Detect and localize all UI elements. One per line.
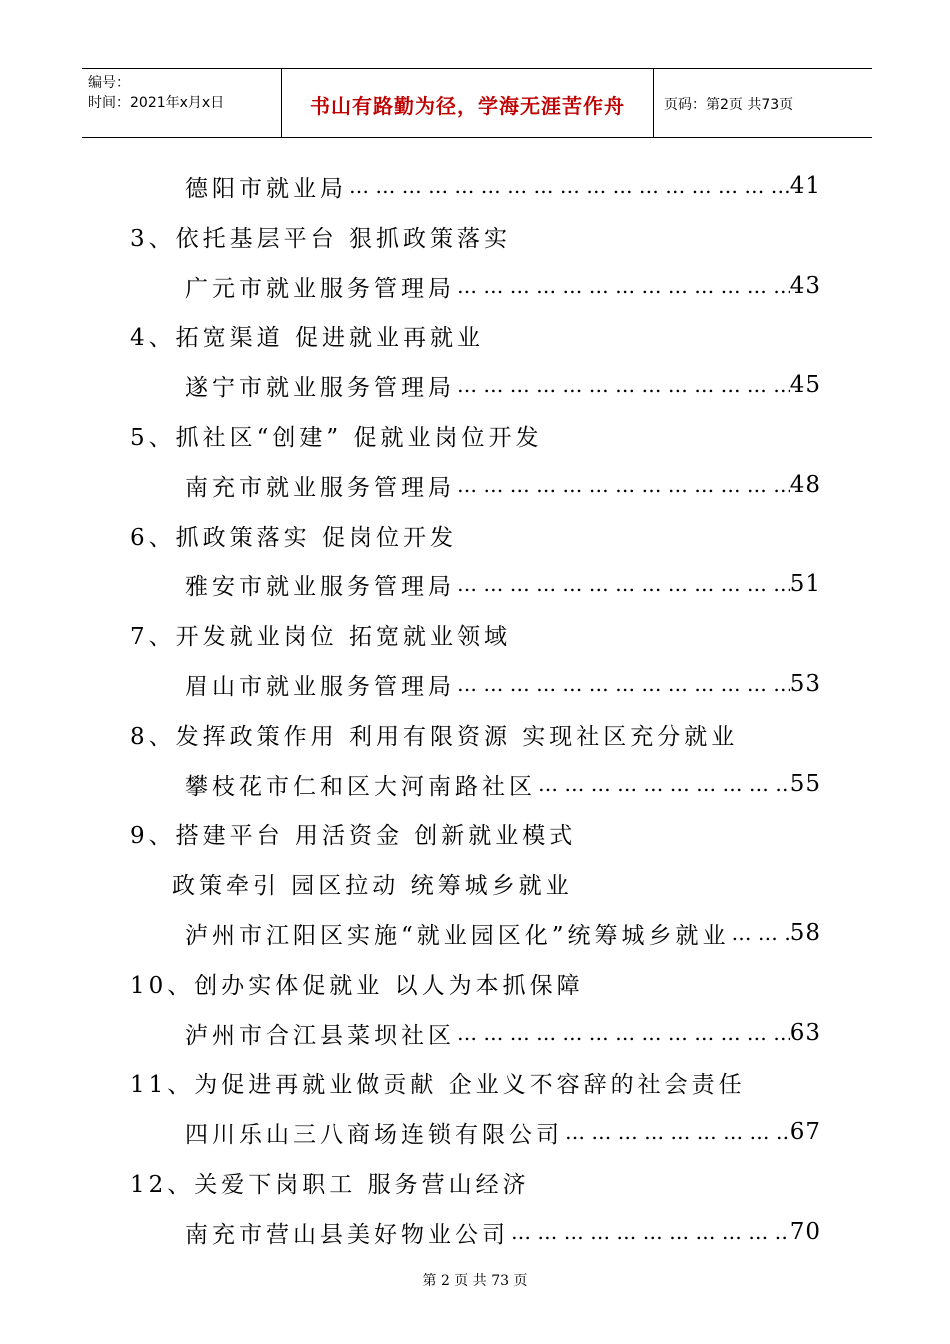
toc-page-number: 51 xyxy=(789,571,821,597)
toc-page-number: 53 xyxy=(789,671,821,697)
header-motto: 书山有路勤为径，学海无涯苦作舟 xyxy=(310,93,625,118)
toc-leader-dots xyxy=(509,1220,790,1244)
toc-entry xyxy=(185,467,821,503)
toc-entry xyxy=(185,1114,821,1150)
toc-leader-dots xyxy=(455,473,790,497)
toc-leader-dots xyxy=(455,672,790,696)
toc-section-heading: 9、搭建平台 用活资金 创新就业模式 xyxy=(130,822,577,849)
toc-leader-dots xyxy=(455,1021,790,1045)
toc-entry-title: 眉山市就业服务管理局 xyxy=(185,673,455,700)
toc-entry-title: 德阳市就业局 xyxy=(185,175,347,202)
toc-entry-title: 攀枝花市仁和区大河南路社区 xyxy=(185,773,536,800)
toc-entry-title: 泸州市合江县菜坝社区 xyxy=(185,1022,455,1049)
toc-entry-title: 南充市就业服务管理局 xyxy=(185,474,455,501)
toc-entry xyxy=(185,1015,821,1051)
toc-sub-heading: 政策牵引 园区拉动 统筹城乡就业 xyxy=(172,872,573,899)
toc-page-number: 45 xyxy=(789,372,821,398)
toc-entry-title: 雅安市就业服务管理局 xyxy=(185,573,455,600)
toc-section-heading: 11、为促进再就业做贡献 企业义不容辞的社会责任 xyxy=(130,1071,746,1098)
toc-entry xyxy=(185,666,821,702)
page-header xyxy=(82,68,872,138)
toc-entry xyxy=(185,766,821,802)
header-meta-cell xyxy=(82,69,282,137)
toc-leader-dots xyxy=(455,572,790,596)
toc-entry-title: 遂宁市就业服务管理局 xyxy=(185,374,455,401)
toc-section-heading: 12、关爱下岗职工 服务营山经济 xyxy=(130,1171,530,1198)
toc-leader-dots xyxy=(455,274,790,298)
document-time-label: 时间：2021年x月x日 xyxy=(88,95,225,111)
toc-entry xyxy=(185,1214,821,1250)
page-footer: 第 2 页 共 73 页 xyxy=(422,1273,528,1289)
toc-section-heading: 5、抓社区“创建” 促就业岗位开发 xyxy=(130,424,543,451)
header-page-info: 页码：第2页 共73页 xyxy=(664,97,794,113)
header-page-cell xyxy=(654,69,872,137)
toc-entry xyxy=(185,268,821,304)
toc-page-number: 58 xyxy=(789,920,821,946)
toc-leader-dots xyxy=(730,921,790,945)
toc-section-heading: 6、抓政策落实 促岗位开发 xyxy=(130,524,457,551)
toc-page-number: 70 xyxy=(789,1219,821,1245)
toc-page-number: 43 xyxy=(789,273,821,299)
toc-page-number: 55 xyxy=(789,771,821,797)
toc-page-number: 41 xyxy=(789,173,821,199)
toc-leader-dots xyxy=(536,772,790,796)
toc-page-number: 48 xyxy=(789,472,821,498)
toc-entry-title: 泸州市江阳区实施“就业园区化”统筹城乡就业 xyxy=(185,922,730,949)
document-number-label: 编号： xyxy=(88,75,130,91)
toc-section-heading: 8、发挥政策作用 利用有限资源 实现社区充分就业 xyxy=(130,723,739,750)
toc-leader-dots xyxy=(347,174,790,198)
toc-section-heading: 10、创办实体促就业 以人为本抓保障 xyxy=(130,972,584,999)
toc-leader-dots xyxy=(455,373,790,397)
toc-page-number: 63 xyxy=(789,1020,821,1046)
toc-entry xyxy=(185,915,821,951)
toc-section-heading: 3、依托基层平台 狠抓政策落实 xyxy=(130,225,511,252)
toc-entry-title: 广元市就业服务管理局 xyxy=(185,275,455,302)
toc-entry-title: 四川乐山三八商场连锁有限公司 xyxy=(185,1121,563,1148)
toc-section-heading: 7、开发就业岗位 拓宽就业领域 xyxy=(130,623,511,650)
toc-section-heading: 4、拓宽渠道 促进就业再就业 xyxy=(130,324,484,351)
header-motto-cell xyxy=(282,69,654,137)
toc-entry xyxy=(185,566,821,602)
toc-page-number: 67 xyxy=(789,1119,821,1145)
toc-entry xyxy=(185,367,821,403)
toc-entry xyxy=(185,168,821,204)
toc-entry-title: 南充市营山县美好物业公司 xyxy=(185,1221,509,1248)
toc-leader-dots xyxy=(563,1120,790,1144)
